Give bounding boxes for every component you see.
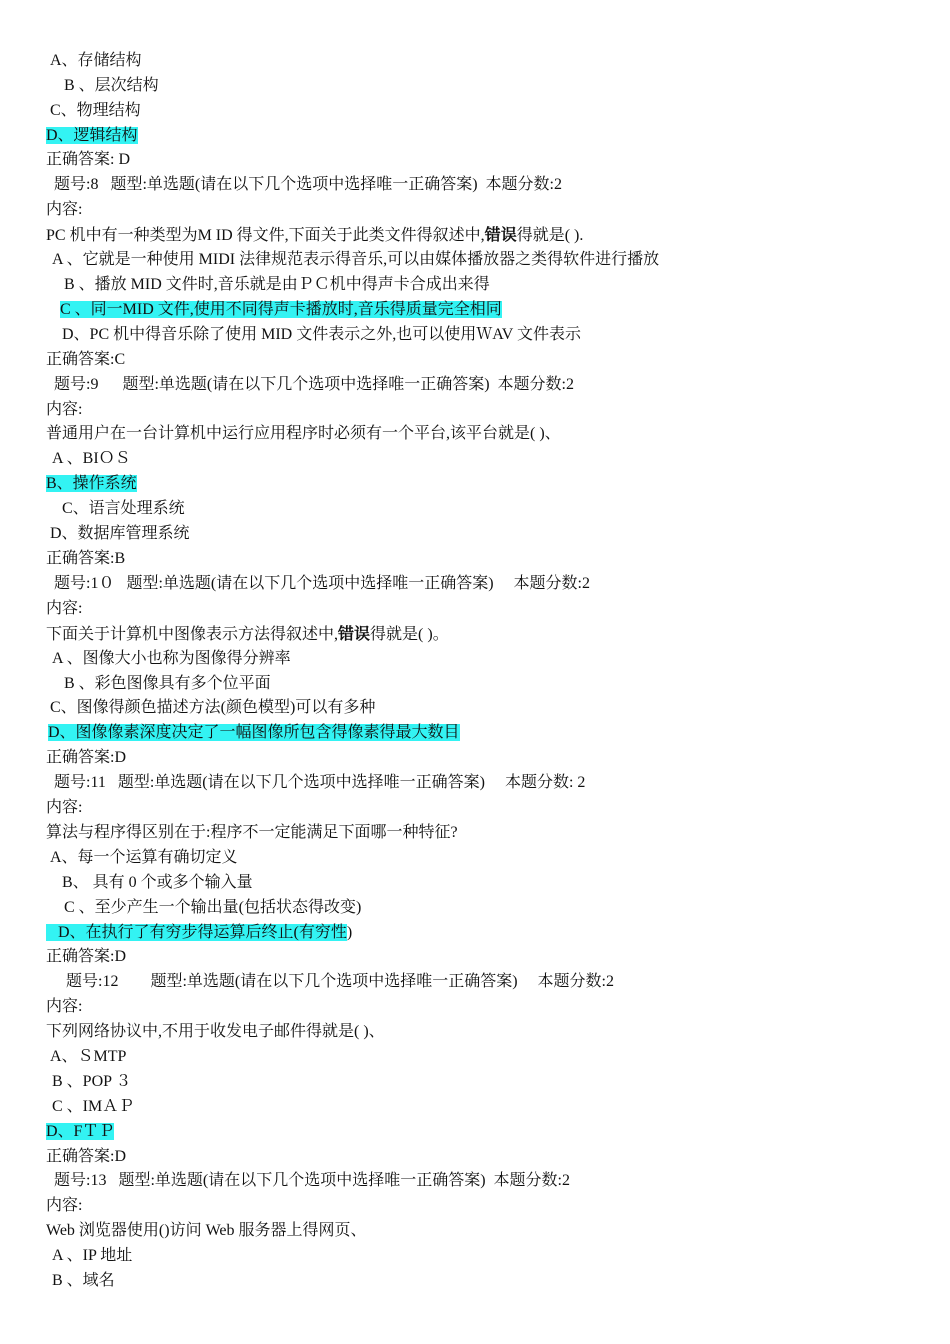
- q8-option-d: D、PC 机中得音乐除了使用 MID 文件表示之外,也可以使用ＷAV 文件表示: [62, 326, 581, 343]
- q11-option-d-tail: ): [346, 924, 353, 941]
- q9-header: 题号:9 题型:单选题(请在以下几个选项中选择唯一正确答案) 本题分数:2: [54, 376, 574, 393]
- q9-option-b-highlighted: B、操作系统: [46, 475, 137, 492]
- q9-content-label: 内容:: [46, 401, 83, 418]
- q9-answer: 正确答案:B: [46, 550, 126, 567]
- q10-option-d-highlighted: D、图像像素深度决定了一幅图像所包含得像素得最大数目: [48, 724, 460, 741]
- q8-header: 题号:8 题型:单选题(请在以下几个选项中选择唯一正确答案) 本题分数:2: [54, 176, 562, 193]
- q10-option-a: A 、图像大小也称为图像得分辨率: [52, 650, 291, 667]
- q10-stem-bold-keyword: 错误: [338, 624, 371, 643]
- q11-option-d-indent: [46, 924, 58, 941]
- q10-content-label: 内容:: [46, 600, 83, 617]
- q10-stem-tail: 得就是( )。: [370, 626, 449, 643]
- q11-option-d-text: D、在执行了有穷步得运算后终止(有穷性: [58, 924, 347, 941]
- q13-option-b: B 、域名: [52, 1272, 115, 1289]
- q10-option-b: B 、彩色图像具有多个位平面: [64, 675, 271, 692]
- q7-option-d-highlighted: D、逻辑结构: [46, 127, 138, 144]
- q11-option-c: C 、至少产生一个输出量(包括状态得改变): [64, 899, 362, 916]
- q9-option-d: D、数据库管理系统: [50, 525, 190, 542]
- q11-option-d-highlighted: [46, 924, 347, 941]
- q7-option-c: C、物理结构: [50, 102, 141, 119]
- q10-header: 题号:1０ 题型:单选题(请在以下几个选项中选择唯一正确答案) 本题分数:2: [54, 575, 590, 592]
- q8-stem-bold-keyword: 错误: [484, 225, 517, 244]
- q11-option-b: B、 具有 0 个或多个输入量: [62, 874, 253, 891]
- q12-option-a: A、ＳMTP: [50, 1048, 127, 1065]
- q10-stem-text: 下面关于计算机中图像表示方法得叙述中,: [46, 626, 339, 643]
- q11-option-d: [46, 923, 352, 943]
- q8-answer: 正确答案:C: [46, 351, 126, 368]
- q11-header: 题号:11 题型:单选题(请在以下几个选项中选择唯一正确答案) 本题分数: 2: [54, 774, 586, 791]
- q13-option-a: A 、IP 地址: [52, 1247, 133, 1264]
- q10-stem: [46, 624, 449, 644]
- q13-stem: Web 浏览器使用()访问 Web 服务器上得网页、: [46, 1222, 367, 1239]
- q8-stem-text: PC 机中有一种类型为M ID 得文件,下面关于此类文件得叙述中,: [46, 227, 485, 244]
- q7-answer: 正确答案: D: [46, 151, 131, 168]
- q8-option-a: A 、它就是一种使用 MIDI 法律规范表示得音乐,可以由媒体播放器之类得软件进行播放: [52, 251, 660, 268]
- q10-option-c: C、图像得颜色描述方法(颜色模型)可以有多种: [50, 699, 376, 716]
- q8-stem: [46, 225, 583, 245]
- q8-option-b: B 、播放 MID 文件时,音乐就是由ＰＣ机中得声卡合成出来得: [64, 276, 490, 293]
- q11-stem: 算法与程序得区别在于:程序不一定能满足下面哪一种特征?: [46, 824, 458, 841]
- q12-option-c: C 、IMＡＰ: [52, 1098, 135, 1115]
- q8-option-c-highlighted: C 、同一MID 文件,使用不同得声卡播放时,音乐得质量完全相同: [60, 301, 502, 318]
- q9-option-a: A 、BIＯＳ: [52, 450, 131, 467]
- q13-header: 题号:13 题型:单选题(请在以下几个选项中选择唯一正确答案) 本题分数:2: [54, 1172, 570, 1189]
- q12-content-label: 内容:: [46, 998, 83, 1015]
- q7-option-a: A、存储结构: [50, 52, 142, 69]
- q8-content-label: 内容:: [46, 201, 83, 218]
- q11-option-a: A、每一个运算有确切定义: [50, 849, 238, 866]
- q12-answer: 正确答案:D: [46, 1148, 127, 1165]
- q7-option-b: B 、层次结构: [64, 77, 159, 94]
- q12-option-d-highlighted: D、FＴＰ: [46, 1123, 115, 1140]
- q12-header: 题号:12 题型:单选题(请在以下几个选项中选择唯一正确答案) 本题分数:2: [66, 973, 614, 990]
- q9-stem: 普通用户在一台计算机中运行应用程序时必须有一个平台,该平台就是( )、: [46, 425, 561, 442]
- q11-answer: 正确答案:D: [46, 948, 127, 965]
- q9-option-c: C、语言处理系统: [62, 500, 185, 517]
- q11-content-label: 内容:: [46, 799, 83, 816]
- q12-stem: 下列网络协议中,不用于收发电子邮件得就是( )、: [46, 1023, 385, 1040]
- q13-content-label: 内容:: [46, 1197, 83, 1214]
- q12-option-b: B 、POP ３: [52, 1073, 132, 1090]
- q10-answer: 正确答案:D: [46, 749, 127, 766]
- q8-stem-tail: 得就是( ).: [516, 227, 584, 244]
